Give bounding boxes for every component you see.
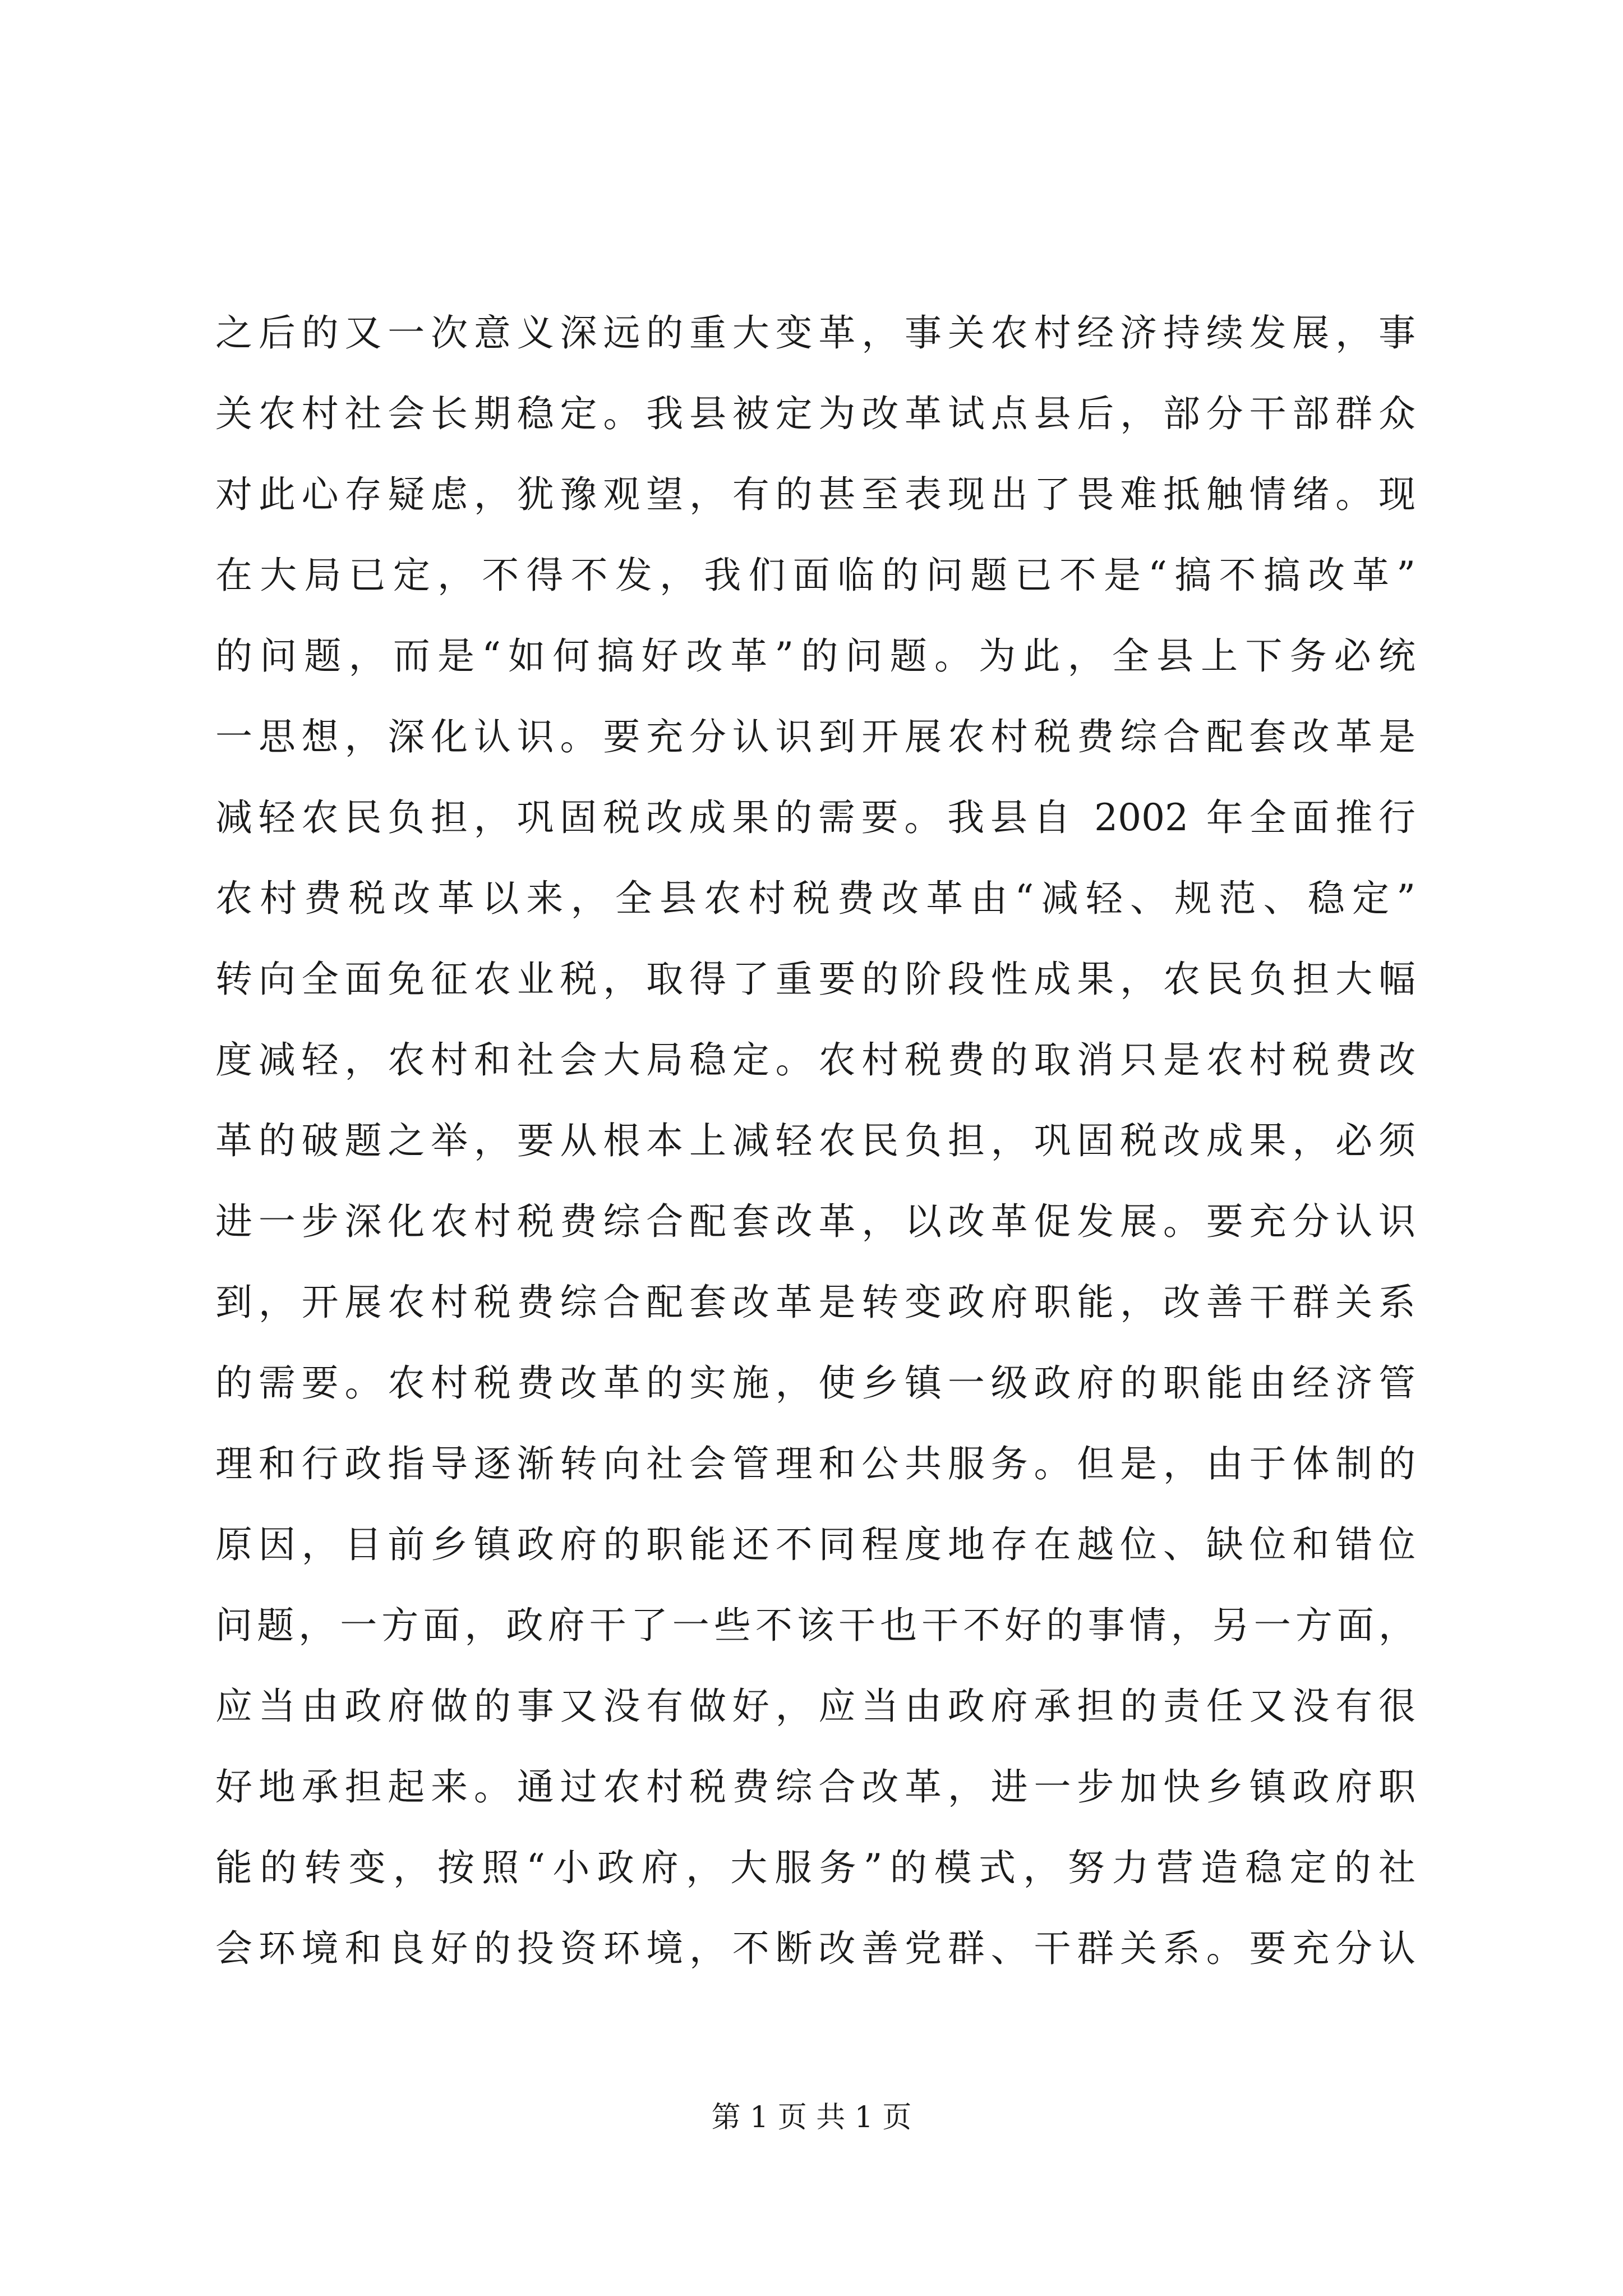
text-line: 的问题，而是“如何搞好改革”的问题。为此，全县上下务必统: [215, 634, 1415, 678]
text-line: 之后的又一次意义深远的重大变革，事关农村经济持续发展，事: [215, 311, 1415, 355]
text-line: 应当由政府做的事又没有做好，应当由政府承担的责任又没有很: [215, 1685, 1415, 1728]
text-line: 对此心存疑虑，犹豫观望，有的甚至表现出了畏难抵触情绪。现: [215, 473, 1415, 516]
text-line: 减轻农民负担，巩固税改成果的需要。我县自 2002 年全面推行: [215, 796, 1415, 839]
body-paragraph: [215, 293, 1415, 1989]
text-line: 关农村社会长期稳定。我县被定为改革试点县后，部分干部群众: [215, 392, 1415, 435]
text-line: 到，开展农村税费综合配套改革是转变政府职能，改善干群关系: [215, 1281, 1415, 1324]
text-line: 转向全面免征农业税，取得了重要的阶段性成果，农民负担大幅: [215, 958, 1415, 1001]
text-line: 一思想，深化认识。要充分认识到开展农村税费综合配套改革是: [215, 715, 1415, 758]
text-line: 农村费税改革以来，全县农村税费改革由“减轻、规范、稳定”: [215, 877, 1415, 920]
text-line: 原因，目前乡镇政府的职能还不同程度地存在越位、缺位和错位: [215, 1523, 1415, 1566]
text-line: 会环境和良好的投资环境，不断改善党群、干群关系。要充分认: [215, 1927, 1415, 1970]
page-footer: 第 1 页 共 1 页: [711, 2101, 912, 2134]
text-line: 理和行政指导逐渐转向社会管理和公共服务。但是，由于体制的: [215, 1442, 1415, 1485]
text-line: 的需要。农村税费改革的实施，使乡镇一级政府的职能由经济管: [215, 1361, 1415, 1405]
text-line: 革的破题之举，要从根本上减轻农民负担，巩固税改成果，必须: [215, 1119, 1415, 1162]
text-line: 进一步深化农村税费综合配套改革，以改革促发展。要充分认识: [215, 1200, 1415, 1243]
text-line: 好地承担起来。通过农村税费综合改革，进一步加快乡镇政府职: [215, 1765, 1415, 1809]
text-line: 问题，一方面，政府干了一些不该干也干不好的事情，另一方面，: [215, 1604, 1415, 1647]
text-line: 在大局已定，不得不发，我们面临的问题已不是“搞不搞改革”: [215, 554, 1415, 597]
text-line: 度减轻，农村和社会大局稳定。农村税费的取消只是农村税费改: [215, 1038, 1415, 1082]
text-line: 能的转变，按照“小政府，大服务”的模式，努力营造稳定的社: [215, 1846, 1415, 1889]
